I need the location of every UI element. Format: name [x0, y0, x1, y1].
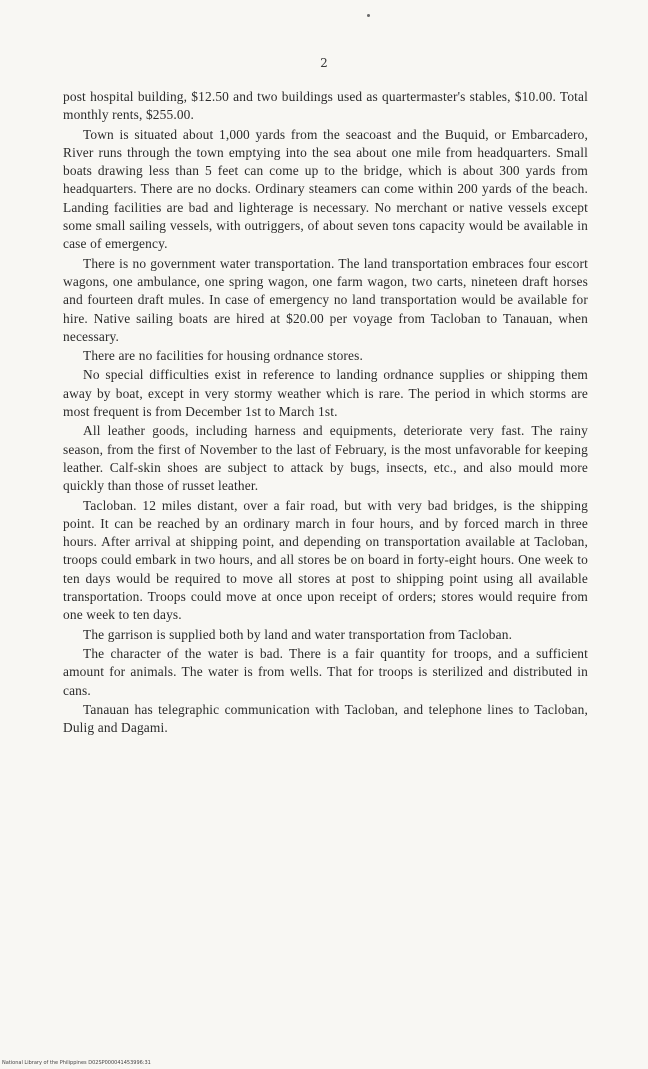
body-text: [63, 88, 588, 738]
paragraph: All leather goods, including harness and equipments, deteriorate very fast. The rainy season, from the first of November to the last of February, is the most unfavorable for keeping leather. Calf-skin shoes are subject to attack by bugs, insects, etc., and also mould more quickly than those of russet leather.: [63, 423, 588, 494]
page-number: 2: [320, 56, 328, 70]
paragraph: The garrison is supplied both by land and water transportation from Tacloban.: [83, 626, 513, 642]
paragraph: The character of the water is bad. There is a fair quantity for troops, and a sufficient amount for animals. The water is from wells. That for troops is sterilized and distributed in cans.: [63, 645, 588, 698]
paragraph: No special difficulties exist in reference to landing ordnance supplies or shipping them away by boat, except in very stormy weather which is rare. The period in which storms are most frequent is from December 1st to March 1st.: [63, 367, 588, 420]
paragraph: Tanauan has telegraphic communication with Tacloban, and telephone lines to Tacloban, Dulig and Dagami.: [63, 701, 588, 736]
library-credit: National Library of the Philippines D02SP000041453996:31: [2, 1060, 151, 1066]
paragraph: There are no facilities for housing ordnance stores.: [83, 348, 363, 364]
paragraph: post hospital building, $12.50 and two buildings used as quartermaster's stables, $10.00. Total monthly rents, $255.00.: [63, 89, 588, 123]
paragraph: There is no government water transportation. The land transportation embraces four escort wagons, one ambulance, one spring wagon, one farm wagon, two carts, nineteen draft horses and fourteen draft mules. In case of emergency no land transportation would be available for hire. Native sailing boats are hired at $20.00 per voyage from Tacloban to Tanauan, when necessary.: [63, 255, 588, 344]
paragraph: Town is situated about 1,000 yards from the seacoast and the Buquid, or Embarcadero, River runs through the town emptying into the sea about one mile from headquarters. Small boats drawing less than 5 feet can come up to the bridge, which is about 300 yards from headquarters. There are no docks. Ordinary steamers can come within 200 yards of the beach. Landing facilities are bad and lighterage is necessary. No merchant or native vessels except some small sailing vessels, with outriggers, of about seven tons capacity would be available in case of emergency.: [63, 126, 588, 252]
paragraph: Tacloban. 12 miles distant, over a fair road, but with very bad bridges, is the shipping point. It can be reached by an ordinary march in four hours, and by forced march in three hours. After arrival at shipping point, and depending on transportation available at Tacloban, troops could embark in two hours, and all stores be on board in forty-eight hours. One week to ten days would be required to move all stores at post to shipping point using all available transportation. Troops could move at once upon receipt of orders; stores would require from one week to ten days.: [63, 497, 588, 623]
printer-mark: [367, 14, 370, 17]
